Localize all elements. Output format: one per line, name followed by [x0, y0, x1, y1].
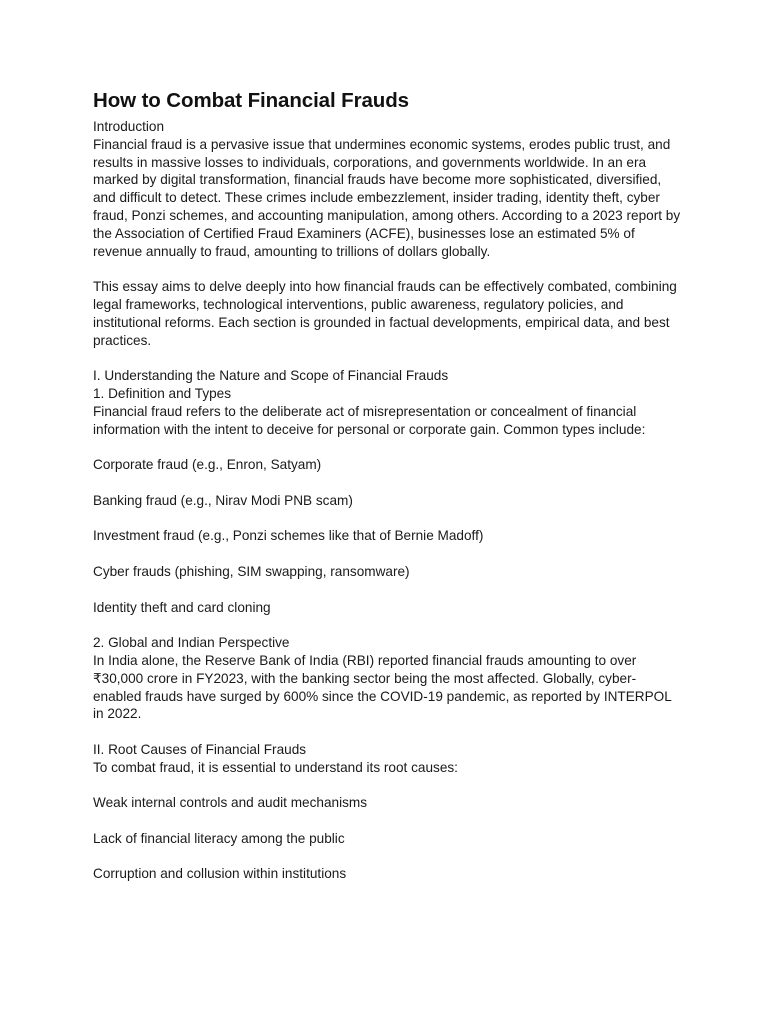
paragraph-spacer	[93, 616, 683, 634]
paragraph-spacer	[93, 545, 683, 563]
section-2-intro-text: To combat fraud, it is essential to understand its root causes:	[93, 759, 458, 775]
paragraph-spacer	[93, 581, 683, 599]
paragraph-spacer	[93, 474, 683, 492]
fraud-type-item: Identity theft and card cloning	[93, 599, 271, 615]
paragraph-spacer	[93, 260, 683, 278]
paragraph-spacer	[93, 848, 683, 866]
paragraph-spacer	[93, 812, 683, 830]
intro-heading: Introduction	[93, 119, 165, 134]
section-1-sub-2-heading: 2. Global and Indian Perspective	[93, 635, 290, 651]
paragraph-spacer	[93, 438, 683, 456]
fraud-type-item: Banking fraud (e.g., Nirav Modi PNB scam)	[93, 492, 353, 508]
paragraph-spacer	[93, 776, 683, 794]
section-1-sub-1-text: Financial fraud refers to the deliberate act of misrepresentation or concealment of financial information with the intent to deceive for personal or corporate gain. Common types include:	[93, 403, 646, 437]
intro-paragraph-2: This essay aims to delve deeply into how financial frauds can be effectively combated, combining legal frameworks, technological interventions, public awareness, regulatory policies, and institutional reforms. Each section is grounded in factual developments, empirical data, and best practices.	[93, 279, 677, 348]
fraud-type-item: Investment fraud (e.g., Ponzi schemes like that of Bernie Madoff)	[93, 528, 484, 544]
section-1-sub-2-text: In India alone, the Reserve Bank of India (RBI) reported financial frauds amounting to over ₹30,000 crore in FY2023, with the banking sector being the most affected. Globally, cyber-enabled frauds have surged by 600% since the COVID-19 pandemic, as reported by INTERPOL in 2022.	[93, 652, 672, 722]
section-1-sub-1-heading: 1. Definition and Types	[93, 385, 232, 401]
fraud-type-item: Corporate fraud (e.g., Enron, Satyam)	[93, 457, 322, 473]
root-cause-item: Corruption and collusion within institutions	[93, 866, 347, 882]
document-page	[93, 88, 683, 883]
root-cause-item: Lack of financial literacy among the public	[93, 830, 345, 846]
paragraph-spacer	[93, 349, 683, 367]
intro-paragraph-1: Financial fraud is a pervasive issue that undermines economic systems, erodes public trust, and results in massive losses to individuals, corporations, and governments worldwide. In an era marked by digital transformation, financial frauds have become more sophisticated, diversified, and difficult to detect. These crimes include embezzlement, insider trading, identity theft, cyber fraud, Ponzi schemes, and accounting manipulation, among others. According to a 2023 report by the Association of Certified Fraud Examiners (ACFE), businesses lose an estimated 5% of revenue annually to fraud, amounting to trillions of dollars globally.	[93, 136, 681, 259]
fraud-type-item: Cyber frauds (phishing, SIM swapping, ransomware)	[93, 563, 410, 579]
paragraph-spacer	[93, 723, 683, 741]
paragraph-spacer	[93, 510, 683, 528]
document-title: How to Combat Financial Frauds	[93, 89, 409, 112]
section-1-heading: I. Understanding the Nature and Scope of Financial Frauds	[93, 368, 449, 384]
root-cause-item: Weak internal controls and audit mechanisms	[93, 795, 368, 811]
section-2-heading: II. Root Causes of Financial Frauds	[93, 741, 307, 757]
